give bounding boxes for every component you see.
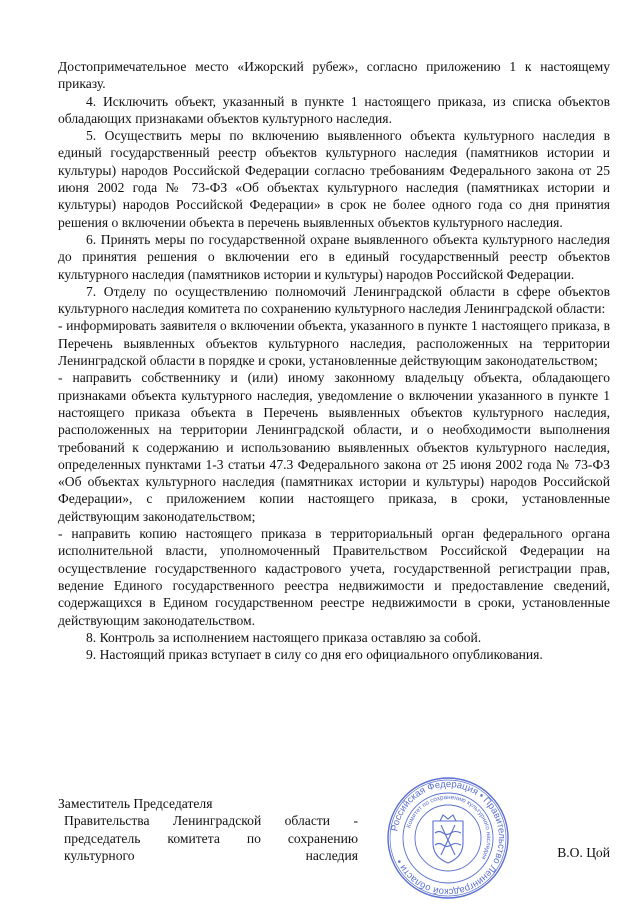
- emblem-shield-outline: [433, 821, 463, 863]
- paragraph-item-7: 7. Отделу по осуществлению полномочий Ленинградской области в сфере объектов культурного наследия комитета по сохранению культурного наследия Ленинградской области:: [58, 283, 610, 317]
- paragraph-item-8: 8. Контроль за исполнением настоящего приказа оставляю за собой.: [86, 629, 482, 645]
- bullet-inform-applicant: - информировать заявителя о включении объекта, указанного в пункте 1 настоящего приказа, в Перечень выявленных объектов культурного наследия, расположенных на территории Ленинградской области в порядке и сроки, установленные действующим законодательством;: [58, 318, 610, 369]
- signer-title-line-1: Заместитель Председателя: [58, 796, 213, 811]
- official-seal: [385, 775, 511, 901]
- signer-title-line-3: председатель комитета по сохранению: [64, 830, 358, 846]
- emblem-crown: [440, 815, 456, 821]
- emblem-wave-bottom: [435, 844, 461, 847]
- order-body: [58, 58, 610, 663]
- emblem-wave-top: [435, 832, 461, 835]
- signature-block: [58, 795, 358, 864]
- paragraph-cont: Достопримечательное место «Ижорский рубеж», согласно приложению 1 к настоящему приказу.: [58, 59, 610, 92]
- coat-of-arms-emblem: [433, 815, 463, 863]
- seal-inner-textpath: Комитет по сохранению культурного наследия: [405, 793, 493, 861]
- seal-inner-ring: [415, 805, 481, 871]
- signer-title-line-4: культурного наследия: [64, 847, 358, 863]
- seal-middle-ring: [403, 793, 493, 883]
- paragraph-item-9: 9. Настоящий приказ вступает в силу со дня его официального опубликования.: [86, 647, 543, 663]
- paragraph-item-5: 5. Осуществить меры по включению выявленного объекта культурного наследия в единый государственный реестр объектов культурного наследия (памятников истории и культуры) народов Российской Федерации согласно требованиям Федерального закона от 25 июня 2002 года № 73-ФЗ «Об объектах культурного наследия (памятниках истории и культуры) народов Российской Федерации» в срок не более одного года со дня принятия решения о включении объекта в перечень выявленных объектов культурного наследия.: [58, 128, 610, 230]
- bullet-notify-owner: - направить собственнику и (или) иному законному владельцу объекта, обладающего признаками объекта культурного наследия, уведомление о включении указанного в пункте 1 настоящего приказа объекта в Перечень выявленных объектов культурного наследия, расположенных на территории Ленинградской области, и о необходимости выполнения требований к содержанию и использованию выявленных объектов культурного наследия, определенных пунктами 1-3 статьи 47.3 Федерального закона от 25 июня 2002 года № 73-ФЗ «Об объектах культурного наследия (памятниках истории и культуры) народов Российской Федерации», с приложением копии настоящего приказа, в сроки, установленные действующим законодательством;: [58, 370, 610, 524]
- emblem-crossed-anchors: [441, 825, 455, 855]
- bullet-send-copy: - направить копию настоящего приказа в территориальный орган федерального органа исполнительной власти, уполномоченный Правительством Российской Федерации на осуществление государственного кадастрового учета, государственной регистрации прав, ведение Единого государственного реестра недвижимости и предоставление сведений, содержащихся в Едином государственном реестре недвижимости в сроки, установленные действующим законодательством.: [58, 526, 610, 628]
- paragraph-item-6: 6. Принять меры по государственной охране выявленного объекта культурного наследия до принятия решения о включении его в единый государственный реестр объектов культурного наследия (памятников истории и культуры) народов Российской Федерации.: [58, 231, 610, 282]
- signer-title-line-2: Правительства Ленинградской области -: [64, 813, 358, 829]
- signer-name: В.О. Цой: [557, 845, 610, 860]
- paragraph-item-4: 4. Исключить объект, указанный в пункте 1 настоящего приказа, из списка объектов обладающих признаками объектов культурного наследия.: [58, 93, 610, 126]
- seal-outer-textpath: Российская Федерация • Правительство Ленинградской области •: [389, 778, 508, 898]
